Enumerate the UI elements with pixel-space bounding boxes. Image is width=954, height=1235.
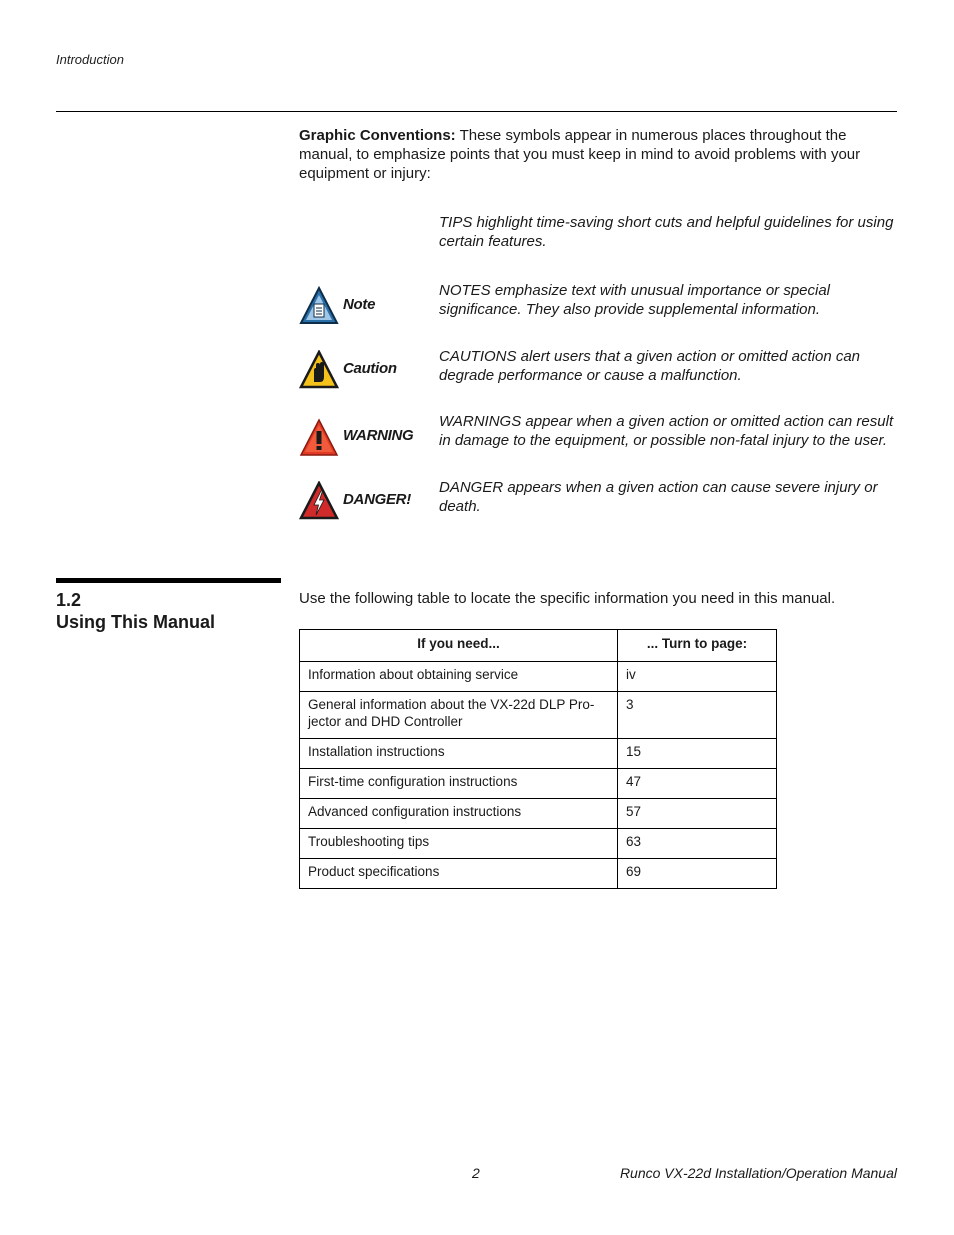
danger-description: DANGER appears when a given action can cause severe injury or death. bbox=[439, 479, 878, 515]
table-cell-page: 47 bbox=[618, 769, 777, 799]
header-rule bbox=[56, 111, 897, 112]
table-cell-topic: First-time configuration instructions bbox=[300, 769, 618, 799]
section-title: Using This Manual bbox=[56, 612, 216, 632]
table-header-row bbox=[300, 630, 777, 662]
table-cell-page: 63 bbox=[618, 829, 777, 859]
note-label: Note bbox=[343, 296, 376, 313]
section-number: 1.2 bbox=[56, 590, 82, 610]
table-row bbox=[300, 692, 777, 739]
caution-description: CAUTIONS alert users that a given action or omitted action can degrade performance or cause a malfunction. bbox=[439, 348, 861, 384]
table-row bbox=[300, 739, 777, 769]
note-description: NOTES emphasize text with unusual importance or special significance. They also provide supplemental information. bbox=[439, 282, 831, 318]
table-cell-page: 15 bbox=[618, 739, 777, 769]
table-row bbox=[300, 799, 777, 829]
table-row bbox=[300, 859, 777, 889]
table-cell-page: 3 bbox=[618, 692, 777, 739]
section-rule bbox=[56, 578, 281, 583]
manual-title: Runco VX-22d Installation/Operation Manual bbox=[619, 1165, 897, 1181]
table-row bbox=[300, 829, 777, 859]
tips-description: TIPS highlight time-saving short cuts and helpful guidelines for using certain features. bbox=[439, 214, 894, 250]
column-header-need: If you need... bbox=[300, 630, 618, 662]
table-row bbox=[300, 769, 777, 799]
page-number: 2 bbox=[472, 1165, 480, 1181]
warning-label: WARNING bbox=[343, 427, 414, 444]
table-row bbox=[300, 662, 777, 692]
note-icon bbox=[299, 286, 339, 326]
table-cell-topic: Advanced configuration instructions bbox=[300, 799, 618, 829]
table-cell-topic: Installation instructions bbox=[300, 739, 618, 769]
warning-exclamation-icon bbox=[299, 418, 339, 458]
table-cell-topic: Product specifications bbox=[300, 859, 618, 889]
warning-description: WARNINGS appear when a given action or omitted action can result in damage to the equipment, or possible non-fatal injury to the user. bbox=[439, 413, 894, 449]
table-cell-topic: General information about the VX-22d DLP Pro-jector and DHD Controller bbox=[300, 692, 618, 739]
column-header-page: ... Turn to page: bbox=[618, 630, 777, 662]
caution-hand-icon bbox=[299, 350, 339, 390]
graphic-conventions-intro bbox=[299, 126, 889, 183]
running-header: Introduction bbox=[56, 52, 124, 67]
manual-guide-table bbox=[299, 629, 777, 889]
table-cell-topic: Troubleshooting tips bbox=[300, 829, 618, 859]
intro-lead: Graphic Conventions: bbox=[299, 127, 456, 144]
table-cell-page: iv bbox=[618, 662, 777, 692]
table-cell-topic: Information about obtaining service bbox=[300, 662, 618, 692]
table-cell-page: 69 bbox=[618, 859, 777, 889]
intro-text: These symbols appear in numerous places throughout the manual, to emphasize points that you must keep in mind to avoid problems with your equipment or injury: bbox=[299, 127, 861, 182]
danger-lightning-icon bbox=[299, 481, 339, 521]
table-cell-page: 57 bbox=[618, 799, 777, 829]
danger-label: DANGER! bbox=[343, 491, 411, 508]
section-intro: Use the following table to locate the specific information you need in this manual. bbox=[299, 590, 836, 607]
caution-label: Caution bbox=[343, 360, 397, 377]
